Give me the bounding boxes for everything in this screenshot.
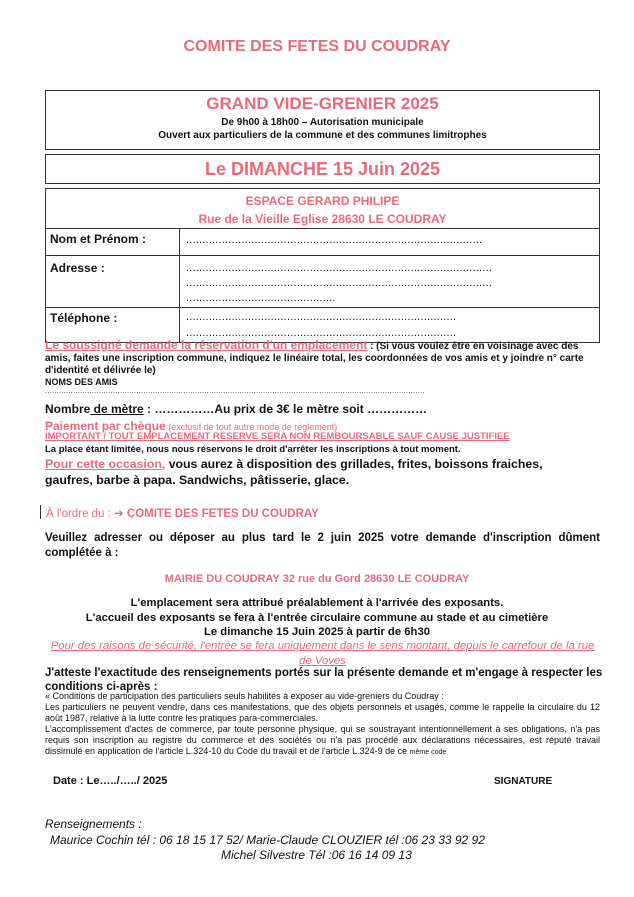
mairie-address: MAIRIE DU COUDRAY 32 rue du Gord 28630 LE COUDRAY	[164, 573, 470, 585]
reservation-request-lead: Le soussigné demande la réservation d'un emplacement	[45, 338, 368, 352]
conditions-commerce-tail: même code	[409, 749, 447, 756]
event-hours: De 9h00 à 18h00 – Autorisation municipale	[221, 117, 424, 128]
food-paragraph	[45, 456, 580, 488]
order-payee: COMITE DES FETES DU COUDRAY	[126, 508, 319, 520]
allocation-line-1: L'emplacement sera attribué préalablement à l'arrivée des exposants.	[130, 597, 504, 609]
submission-text: Veuillez adresser ou déposer au plus tard le 2 juin 2025 votre demande d'inscription dûment complétée à :	[45, 532, 600, 559]
important-notice: IMPORTANT / TOUT EMPLACEMENT RESERVE SERA NON REMBOURSABLE SAUF CAUSE JUSTIFIEE	[45, 431, 510, 442]
meters-price: : ……………Au prix de 3€ le mètre soit ……………	[143, 402, 428, 416]
attestation: J'atteste l'exactitude des renseignements portés sur la présente demande et m'engage à respecter les conditions ci-après :	[45, 667, 603, 693]
conditions-commerce	[45, 724, 600, 758]
limited-notice: La place étant limitée, nous nous réservons le droit d'arrêter les inscriptions à tout moment.	[45, 444, 461, 455]
form-divider-top	[45, 228, 600, 229]
security-notice: Pour des raisons de sécurité, l'entrée se fera uniquement dans le sens montant, depuis le carrefour de la rue de Voves	[50, 640, 595, 667]
phone-field-line-1[interactable]: ...................................................................................	[186, 311, 457, 323]
conditions-commerce-text: L'accomplissement d'actes de commerce, par toute personne physique, qui se soustrayant intentionnellement à ses obligations, n'a pas requis son inscription au registre du commerce et des sociétés ou n'a pas procédé aux déclarations nécessaires, est réputé travail dissimulé en application de l'article L.324-10 du Code du travail et de l'article L.324-9 de ce	[45, 724, 600, 756]
arrow-icon: ➔	[114, 508, 124, 520]
payment-label: Paiement par chèque	[45, 419, 166, 433]
event-open-to: Ouvert aux particuliers de la commune et des communes limitrophes	[158, 130, 487, 141]
contact-line-1: Maurice Cochin tél : 06 18 15 17 52/ Marie-Claude CLOUZIER tél :06 23 33 92 92	[50, 833, 485, 847]
address-field-line-2[interactable]: ..............................................................................................	[186, 277, 493, 289]
event-title: GRAND VIDE-GRENIER 2025	[206, 94, 439, 113]
info-label: Renseignements :	[45, 817, 142, 831]
allocation-line-3: Le dimanche 15 Juin 2025 à partir de 6h30	[203, 626, 431, 638]
occasion-text: vous aurez à disposition des grillades, frites, boissons fraiches, gaufres, barbe à papa. Sandwichs, pâtisserie, glace.	[45, 457, 543, 487]
date-field[interactable]: Date : Le…../…../ 2025	[53, 775, 168, 787]
signature-label: SIGNATURE	[494, 776, 553, 787]
reservation-request-rest: : (Si vous voulez être en voisinage avec des amis, faites une inscription commune, indiquez le linéaire total, les coordonnées de vos amis et y joindre n° carte d'identité et délivrée le)	[45, 341, 584, 376]
address-field-line-1[interactable]: ..............................................................................................	[186, 262, 493, 274]
order-marker	[40, 505, 41, 519]
reservation-paragraph	[45, 339, 605, 377]
friends-field[interactable]: ..................................................................................................................................................................	[45, 388, 425, 395]
name-field[interactable]: ...........................................................................................	[186, 234, 483, 246]
name-label: Nom et Prénom :	[50, 232, 147, 246]
meters-line	[45, 402, 427, 416]
meters-label-underlined: de mètre	[90, 402, 144, 416]
committee-title: COMITE DES FETES DU COUDRAY	[183, 38, 451, 55]
friends-label: NOMS DES AMIS	[45, 377, 118, 387]
address-field-line-3[interactable]: ..............................................	[186, 292, 336, 304]
payment-note: (exclusif de tout autre mode de règlement)	[165, 422, 338, 432]
order-label: À l'ordre du :	[46, 508, 111, 520]
order-line	[46, 506, 319, 520]
form-column-divider	[179, 228, 180, 343]
address-label: Adresse :	[50, 261, 105, 275]
event-date: Le DIMANCHE 15 Juin 2025	[204, 159, 441, 179]
conditions-intro: « Conditions de participation des particuliers seuls habilités à exposer au vide-greniers du Coudray :	[45, 691, 444, 701]
occasion-label: Pour cette occasion,	[45, 457, 166, 471]
venue-address: Rue de la Vieille Eglise 28630 LE COUDRAY	[198, 212, 447, 226]
allocation-line-2: L'accueil des exposants se fera à l'entrée circulaire commune au stade et au cimetière	[85, 612, 549, 624]
meters-label: Nombre	[45, 402, 91, 416]
venue-name: ESPACE GERARD PHILIPE	[245, 194, 400, 208]
conditions-private-sellers: Les particuliers ne peuvent vendre, dans ces manifestations, que des objets personnels et usagés, comme le rappelle la circulaire du 12 août 1987, relative à la lutte contre les pratiques para-commerciales.	[45, 702, 600, 723]
contact-line-2: Michel Silvestre Tél :06 16 14 09 13	[221, 848, 412, 862]
phone-label: Téléphone :	[50, 311, 118, 325]
form-divider-address	[45, 307, 600, 308]
phone-field-line-2[interactable]: ...................................................................................	[186, 327, 457, 339]
form-divider-name	[45, 255, 600, 256]
